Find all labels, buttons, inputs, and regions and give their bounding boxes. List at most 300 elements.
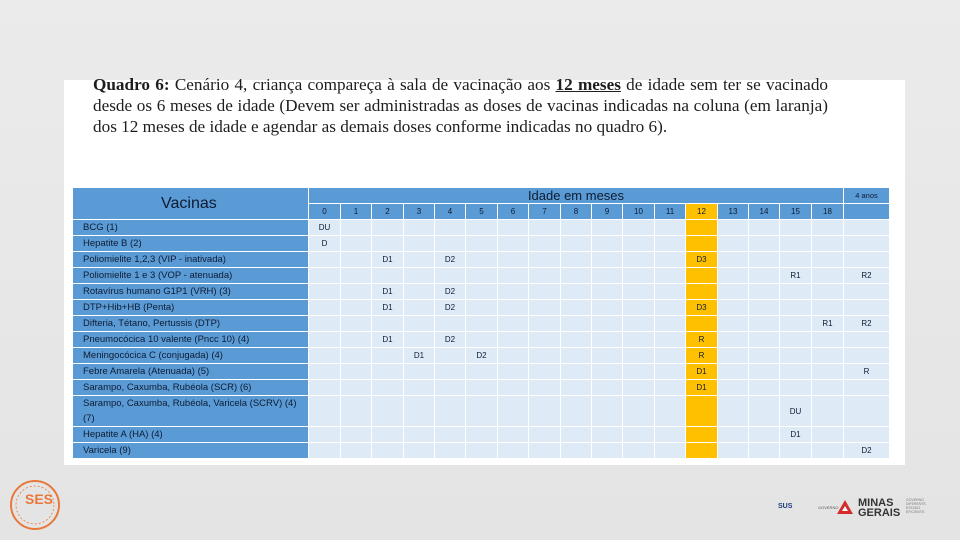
age-header-cell: 3 [404,204,435,220]
dose-cell [592,380,623,396]
dose-cell [529,268,561,284]
dose-cell [749,316,780,332]
dose-cell [749,268,780,284]
age-header-cell: 2 [372,204,404,220]
dose-cell [623,268,655,284]
vaccine-name: DTP+Hib+HB (Penta) [73,300,309,316]
dose-cell [844,284,890,300]
dose-cell [686,236,718,252]
dose-cell [592,284,623,300]
dose-cell [749,364,780,380]
dose-cell [404,380,435,396]
vaccine-name: Poliomielite 1 e 3 (VOP - atenuada) [73,268,309,284]
dose-cell [498,268,529,284]
dose-cell [780,284,812,300]
dose-cell [718,300,749,316]
dose-cell: R1 [812,316,844,332]
dose-cell: R [686,348,718,364]
dose-cell [592,364,623,380]
dose-cell: R [844,364,890,380]
dose-cell [780,348,812,364]
dose-cell [466,268,498,284]
age-header-cell: 18 [812,204,844,220]
dose-cell [623,380,655,396]
dose-cell [718,236,749,252]
dose-cell [341,348,372,364]
dose-cell [561,443,592,459]
dose-cell [498,236,529,252]
dose-cell [309,443,341,459]
table-row [73,380,890,396]
dose-cell: D2 [844,443,890,459]
dose-cell [466,332,498,348]
dose-cell [529,252,561,268]
dose-cell [372,396,404,427]
dose-cell [309,364,341,380]
table-row [73,427,890,443]
dose-cell [309,252,341,268]
dose-cell [529,300,561,316]
dose-cell [341,236,372,252]
dose-cell: R1 [780,268,812,284]
vacinas-header: Vacinas [73,188,309,220]
mg-subtitle: GOVERNO DIFERENTE. ESTADO EFICIENTE. [906,498,927,514]
dose-cell [718,380,749,396]
dose-cell [561,332,592,348]
dose-cell [623,236,655,252]
dose-cell [466,443,498,459]
header-row [73,188,890,204]
table-row [73,268,890,284]
dose-cell: D3 [686,300,718,316]
dose-cell [404,364,435,380]
dose-cell [309,300,341,316]
dose-cell: R [686,332,718,348]
vaccine-name: Poliomielite 1,2,3 (VIP - inativada) [73,252,309,268]
age-header-cell: 0 [309,204,341,220]
dose-cell [529,316,561,332]
dose-cell [529,427,561,443]
dose-cell: D1 [372,284,404,300]
vaccine-name: Sarampo, Caxumba, Rubéola, Varicela (SCRV) (4) (7) [73,396,309,427]
dose-cell [686,396,718,427]
table-row [73,220,890,236]
dose-cell [529,364,561,380]
dose-cell [529,380,561,396]
table-row [73,396,890,427]
dose-cell [812,268,844,284]
dose-cell [718,252,749,268]
dose-cell [718,348,749,364]
dose-cell [404,236,435,252]
dose-cell [844,300,890,316]
dose-cell [623,364,655,380]
dose-cell [498,443,529,459]
dose-cell [498,396,529,427]
dose-cell [780,236,812,252]
dose-cell [655,300,686,316]
dose-cell [812,396,844,427]
dose-cell [498,300,529,316]
dose-cell [592,220,623,236]
dose-cell: D2 [466,348,498,364]
dose-cell [309,380,341,396]
dose-cell [372,268,404,284]
dose-cell [561,316,592,332]
dose-cell [623,220,655,236]
dose-cell: D1 [686,364,718,380]
dose-cell [812,252,844,268]
dose-cell [780,252,812,268]
minas-gerais-triangle-icon [836,499,854,515]
dose-cell [623,332,655,348]
table-row [73,316,890,332]
vaccine-name: Hepatite A (HA) (4) [73,427,309,443]
dose-cell [309,348,341,364]
dose-cell: DU [309,220,341,236]
dose-cell [466,252,498,268]
dose-cell [686,284,718,300]
dose-cell [718,316,749,332]
dose-cell [749,300,780,316]
dose-cell: D1 [780,427,812,443]
dose-cell [655,364,686,380]
dose-cell [592,427,623,443]
dose-cell [812,220,844,236]
dose-cell [404,252,435,268]
dose-cell [686,443,718,459]
dose-cell [592,348,623,364]
age-header-cell: 15 [780,204,812,220]
dose-cell: DU [780,396,812,427]
dose-cell [780,364,812,380]
dose-cell [718,364,749,380]
age-header-cell: 12 [686,204,718,220]
dose-cell [749,284,780,300]
vaccine-name: Rotavírus humano G1P1 (VRH) (3) [73,284,309,300]
vaccination-table [72,187,890,459]
dose-cell [372,236,404,252]
dose-cell [404,220,435,236]
dose-cell [812,236,844,252]
dose-cell [655,396,686,427]
dose-cell [372,348,404,364]
dose-cell [466,364,498,380]
dose-cell [466,284,498,300]
dose-cell [655,236,686,252]
dose-cell [623,284,655,300]
dose-cell [592,316,623,332]
caption-highlight: 12 meses [555,75,621,94]
dose-cell [812,380,844,396]
dose-cell [561,396,592,427]
dose-cell [623,396,655,427]
dose-cell [655,220,686,236]
sus-logo: SUS [778,503,793,510]
dose-cell [623,443,655,459]
dose-cell [780,220,812,236]
dose-cell: D1 [686,380,718,396]
governo-label: GOVERNO [818,505,839,510]
dose-cell [686,427,718,443]
age-header-cell: 10 [623,204,655,220]
dose-cell [623,348,655,364]
table-row [73,236,890,252]
dose-cell [498,348,529,364]
dose-cell: D2 [435,252,466,268]
dose-cell [466,427,498,443]
dose-cell [341,364,372,380]
dose-cell [404,332,435,348]
dose-cell [592,443,623,459]
dose-cell [341,252,372,268]
vaccine-name: Meningocócica C (conjugada) (4) [73,348,309,364]
dose-cell [812,364,844,380]
dose-cell [718,284,749,300]
dose-cell [812,443,844,459]
dose-cell [561,348,592,364]
dose-cell [592,396,623,427]
dose-cell [655,268,686,284]
dose-cell [372,220,404,236]
dose-cell [623,300,655,316]
dose-cell [844,332,890,348]
dose-cell [435,427,466,443]
table-row [73,443,890,459]
dose-cell [592,252,623,268]
dose-cell [498,316,529,332]
dose-cell [529,396,561,427]
vaccine-name: Pneumocócica 10 valente (Pncc 10) (4) [73,332,309,348]
age-header-cell: 8 [561,204,592,220]
table-row [73,252,890,268]
dose-cell [498,284,529,300]
dose-cell [718,443,749,459]
dose-cell [404,300,435,316]
dose-cell: D1 [372,300,404,316]
dose-cell [435,364,466,380]
dose-cell [592,236,623,252]
dose-cell [341,300,372,316]
dose-cell [623,252,655,268]
dose-cell [592,268,623,284]
vaccine-name: Febre Amarela (Atenuada) (5) [73,364,309,380]
dose-cell [780,316,812,332]
dose-cell [498,220,529,236]
dose-cell [780,443,812,459]
dose-cell: R2 [844,268,890,284]
dose-cell [592,332,623,348]
dose-cell [372,427,404,443]
dose-cell [529,220,561,236]
dose-cell: D2 [435,284,466,300]
dose-cell [561,220,592,236]
dose-cell [561,268,592,284]
dose-cell [780,332,812,348]
dose-cell [435,268,466,284]
dose-cell [404,396,435,427]
dose-cell [372,443,404,459]
four-years-header: 4 anos [844,188,890,204]
table-row [73,332,890,348]
dose-cell [498,252,529,268]
age-header-cell: 11 [655,204,686,220]
dose-cell [466,236,498,252]
dose-cell [404,427,435,443]
age-header-cell: 9 [592,204,623,220]
dose-cell [718,427,749,443]
dose-cell [561,300,592,316]
dose-cell [498,364,529,380]
dose-cell [372,364,404,380]
dose-cell [466,316,498,332]
dose-cell [466,300,498,316]
age-header-cell: 4 [435,204,466,220]
age-header-cell: 7 [529,204,561,220]
dose-cell [844,380,890,396]
table-row [73,364,890,380]
dose-cell [623,316,655,332]
dose-cell [561,236,592,252]
minas-gerais-logo [858,498,900,518]
dose-cell [404,284,435,300]
dose-cell [341,268,372,284]
dose-cell [844,396,890,427]
table-row [73,284,890,300]
dose-cell [404,268,435,284]
dose-cell [435,380,466,396]
dose-cell: D2 [435,332,466,348]
dose-cell [529,332,561,348]
dose-cell [718,332,749,348]
dose-cell [341,443,372,459]
dose-cell [655,284,686,300]
dose-cell [341,427,372,443]
age-header-cell: 6 [498,204,529,220]
age-header-cell: 5 [466,204,498,220]
dose-cell: D3 [686,252,718,268]
dose-cell [561,380,592,396]
dose-cell [655,427,686,443]
dose-cell [749,332,780,348]
dose-cell [718,268,749,284]
dose-cell [718,220,749,236]
dose-cell [561,364,592,380]
dose-cell [655,443,686,459]
dose-cell [561,427,592,443]
age-header-cell: 14 [749,204,780,220]
dose-cell [749,348,780,364]
caption-text-1: Cenário 4, criança compareça à sala de vacinação aos [174,75,556,94]
dose-cell [780,300,812,316]
dose-cell [529,348,561,364]
vaccine-name: Varicela (9) [73,443,309,459]
dose-cell [844,220,890,236]
dose-cell [655,348,686,364]
dose-cell [561,252,592,268]
dose-cell [435,443,466,459]
dose-cell [749,427,780,443]
dose-cell [749,396,780,427]
mg-line2: GERAIS [858,507,901,519]
dose-cell: D1 [404,348,435,364]
dose-cell [623,427,655,443]
dose-cell [844,252,890,268]
dose-cell [466,220,498,236]
age-header-cell: 1 [341,204,372,220]
dose-cell [844,348,890,364]
caption-text-2: de idade sem ter se vacinado desde os 6 meses de idade (Devem ser administradas as doses de vacinas indicadas na coluna (em laranja) dos 12 meses de idade e agendar as demais doses conforme indicadas no quadro 6). [93,75,829,136]
dose-cell [435,220,466,236]
vaccine-name: Difteria, Tétano, Pertussis (DTP) [73,316,309,332]
dose-cell [466,380,498,396]
table-row [73,300,890,316]
dose-cell [844,427,890,443]
dose-cell: D2 [435,300,466,316]
dose-cell: D [309,236,341,252]
dose-cell [749,443,780,459]
dose-cell [498,332,529,348]
dose-cell [749,236,780,252]
dose-cell [529,236,561,252]
dose-cell [309,316,341,332]
dose-cell [655,380,686,396]
dose-cell [812,284,844,300]
dose-cell [529,284,561,300]
idade-header: Idade em meses [309,188,844,204]
mg-line1: MINAS [858,497,894,509]
dose-cell [844,236,890,252]
dose-cell [561,284,592,300]
dose-cell [466,396,498,427]
dose-cell [435,396,466,427]
dose-cell [309,284,341,300]
dose-cell [435,236,466,252]
dose-cell [812,427,844,443]
vaccine-name: BCG (1) [73,220,309,236]
dose-cell [655,332,686,348]
dose-cell [435,348,466,364]
dose-cell [435,316,466,332]
dose-cell [529,443,561,459]
table-row [73,348,890,364]
dose-cell: D1 [372,332,404,348]
dose-cell [309,332,341,348]
dose-cell: R2 [844,316,890,332]
dose-cell [341,316,372,332]
age-header-cell [844,204,890,220]
dose-cell [686,316,718,332]
ses-logo-text: SES [25,491,54,507]
dose-cell [592,300,623,316]
vaccine-name: Hepatite B (2) [73,236,309,252]
dose-cell [309,396,341,427]
caption-title: Quadro 6: [93,75,170,94]
dose-cell [341,396,372,427]
vaccine-name: Sarampo, Caxumba, Rubéola (SCR) (6) [73,380,309,396]
dose-cell [341,284,372,300]
dose-cell [812,348,844,364]
dose-cell [372,316,404,332]
dose-cell [749,380,780,396]
dose-cell [718,396,749,427]
dose-cell [309,268,341,284]
dose-cell [341,220,372,236]
dose-cell [686,220,718,236]
dose-cell [498,427,529,443]
dose-cell [404,316,435,332]
dose-cell [372,380,404,396]
